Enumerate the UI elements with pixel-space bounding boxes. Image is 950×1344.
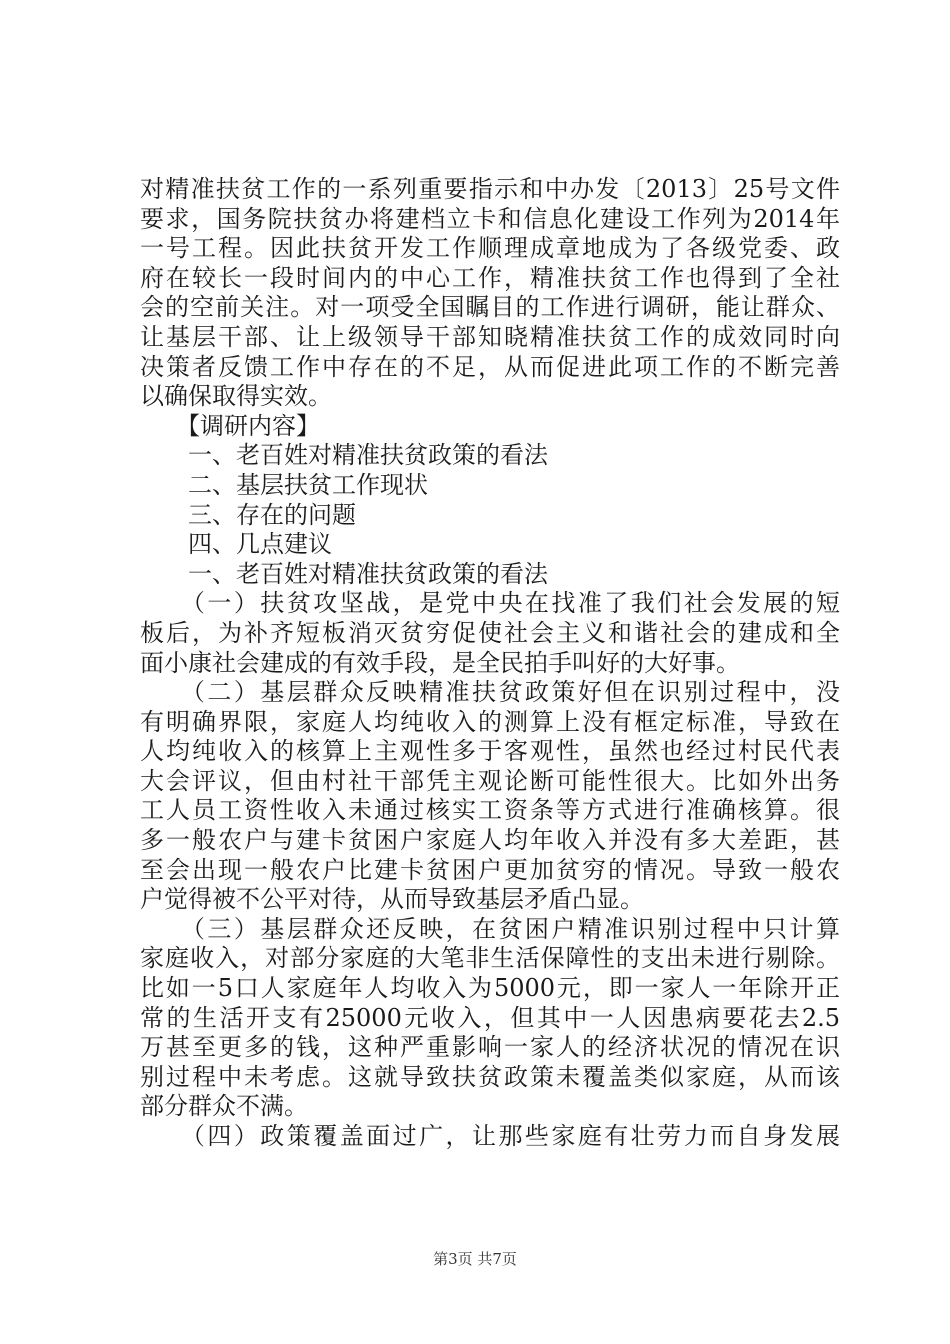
page-footer: 第3页 共7页: [433, 1250, 517, 1268]
text-line: 家庭收入，对部分家庭的大笔非生活保障性的支出未进行剔除。: [140, 944, 840, 973]
text-line: 一、老百姓对精准扶贫政策的看法: [140, 559, 548, 588]
text-line: 二、基层扶贫工作现状: [140, 470, 428, 499]
text-line: 比如一5口人家庭年人均收入为5000元，即一家人一年除开正: [140, 974, 840, 1003]
text-line: 别过程中未考虑。这就导致扶贫政策未覆盖类似家庭，从而该: [140, 1062, 840, 1091]
text-line: 人均纯收入的核算上主观性多于客观性，虽然也经过村民代表: [140, 737, 840, 766]
text-line: （三）基层群众还反映，在贫困户精准识别过程中只计算: [140, 914, 840, 943]
text-line: 一、老百姓对精准扶贫政策的看法: [140, 441, 548, 470]
text-line: 一号工程。因此扶贫开发工作顺理成章地成为了各级党委、政: [140, 234, 840, 263]
text-line: 户觉得被不公平对待，从而导致基层矛盾凸显。: [140, 885, 644, 914]
text-line: 决策者反馈工作中存在的不足，从而促进此项工作的不断完善: [140, 352, 840, 381]
text-line: 部分群众不满。: [140, 1092, 308, 1121]
text-line: 万甚至更多的钱，这种严重影响一家人的经济状况的情况在识: [140, 1033, 840, 1062]
text-line: 大会评议，但由村社干部凭主观论断可能性很大。比如外出务: [140, 766, 840, 795]
text-line: 板后，为补齐短板消灭贫穷促使社会主义和谐社会的建成和全: [140, 618, 840, 647]
text-line: 让基层干部、让上级领导干部知晓精准扶贫工作的成效同时向: [140, 322, 840, 351]
text-line: 府在较长一段时间内的中心工作，精准扶贫工作也得到了全社: [140, 263, 840, 292]
text-line: 常的生活开支有25000元收入，但其中一人因患病要花去2.5: [140, 1003, 840, 1032]
text-line: 对精准扶贫工作的一系列重要指示和中办发〔2013〕25号文件: [140, 175, 840, 203]
text-line: 工人员工资性收入未通过核实工资条等方式进行准确核算。很: [140, 796, 840, 825]
text-line: 有明确界限，家庭人均纯收入的测算上没有框定标准，导致在: [140, 707, 840, 736]
text-line: 会的空前关注。对一项受全国瞩目的工作进行调研，能让群众、: [140, 293, 840, 322]
text-line: 要求，国务院扶贫办将建档立卡和信息化建设工作列为2014年: [140, 204, 840, 233]
text-line: 【调研内容】: [140, 411, 320, 440]
text-line: 四、几点建议: [140, 530, 332, 559]
text-line: （四）政策覆盖面过广，让那些家庭有壮劳力而自身发展: [140, 1122, 840, 1150]
text-line: （二）基层群众反映精准扶贫政策好但在识别过程中，没: [140, 678, 840, 707]
text-line: 面小康社会建成的有效手段，是全民拍手叫好的大好事。: [140, 648, 740, 677]
text-line: 多一般农户与建卡贫困户家庭人均年收入并没有多大差距，甚: [140, 826, 840, 855]
text-line: （一）扶贫攻坚战，是党中央在找准了我们社会发展的短: [140, 589, 840, 618]
document-body: [140, 175, 840, 1152]
text-line: 三、存在的问题: [140, 500, 356, 529]
text-line: 至会出现一般农户比建卡贫困户更加贫穷的情况。导致一般农: [140, 855, 840, 884]
text-line: 以确保取得实效。: [140, 382, 332, 411]
